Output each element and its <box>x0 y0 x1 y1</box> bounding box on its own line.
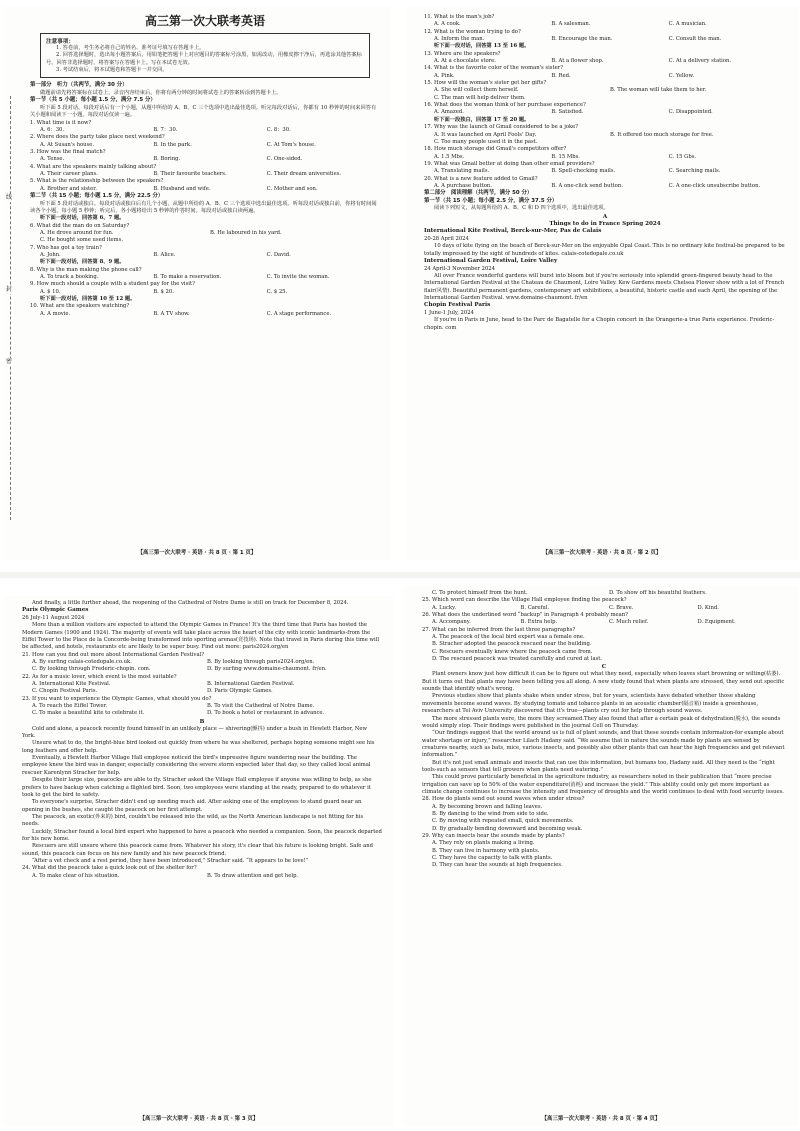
notice-header: 注意事项： <box>46 39 74 45</box>
exam-title: 高三第一次大联考英语 <box>144 14 265 28</box>
options <box>422 634 786 641</box>
option[interactable]: A. At a chocolate store. <box>434 58 496 65</box>
question <box>30 120 380 135</box>
question-stem: 11. What is the man's job? <box>424 14 495 20</box>
option[interactable]: A. At Susan's house. <box>40 141 94 148</box>
instructions: 听下面 5 段对话。每段对话后有一个小题，从题中所给的 A、B、C 三个选项中选出最佳选项。听完每段对话后，你都有 10 秒钟的时间来回答有关小题和阅读下一小题。每段对话仅读一遍。 <box>30 104 377 119</box>
event-title: Paris Olympic Games <box>22 607 89 614</box>
paragraph: “Our findings suggest that the world around us is full of plant sounds, and that these sounds contain information-for example about water shortage or injury,” researcher Lilach Hadany said. “We assume that in nature the sounds made by plants are sensed by creatures nearby, such as bats, mice, various insects, and possibly also other plants that can hear the high frequencies and get relevant information.” <box>422 730 785 759</box>
question <box>30 281 380 296</box>
question <box>22 652 382 674</box>
option[interactable]: C. Brave. <box>609 604 634 611</box>
option[interactable]: B. Careful. <box>520 604 550 611</box>
question <box>30 178 380 193</box>
options <box>422 641 786 648</box>
question <box>30 134 380 149</box>
option[interactable]: B. Spell-checking mails. <box>551 168 616 175</box>
option[interactable]: C. Chopin Festival Paris. <box>32 688 98 695</box>
options <box>30 230 380 237</box>
question-stem: 19. What was Gmail better at doing than other email providers? <box>424 160 595 167</box>
option[interactable]: B. The woman will take them to her. <box>610 87 707 94</box>
options <box>422 656 786 663</box>
question <box>30 303 380 318</box>
options <box>30 274 380 281</box>
option[interactable]: C. At a delivery station. <box>668 58 732 65</box>
option[interactable]: A. Amazed. <box>434 109 464 116</box>
options <box>422 855 786 862</box>
instructions: 阅读下列短文，从每题所给的 A、B、C 和 D 四个选项中，选出最佳选项。 <box>434 205 609 212</box>
option[interactable]: C. They have the capacity to talk with plants. <box>432 855 553 862</box>
options <box>22 659 382 666</box>
question-stem: 7. Who has got a toy train? <box>30 244 102 251</box>
option[interactable]: A. By surfing calais-cotedopale.co.uk. <box>32 659 132 665</box>
question <box>422 597 786 612</box>
question <box>30 267 380 282</box>
options <box>22 688 382 695</box>
options <box>424 109 786 116</box>
option[interactable]: B. Their favourite teachers. <box>153 171 227 177</box>
question-stem: 5. What is the relationship between the speakers? <box>30 178 164 185</box>
question <box>424 146 786 161</box>
page-footer: 【高三第一次大联考 · 英语 · 共 8 页 · 第 1 页】 <box>137 550 257 556</box>
option[interactable]: B. Boring. <box>153 156 181 163</box>
question <box>424 29 786 44</box>
question <box>424 124 786 146</box>
listening-note: 听下面一段对话，回答第 6、7 题。 <box>40 215 125 222</box>
question <box>422 833 786 870</box>
page-gap <box>0 572 800 578</box>
option[interactable]: C. At Tom's house. <box>266 141 316 148</box>
option[interactable]: B. Alice. <box>153 252 176 259</box>
option[interactable]: A. They rely on plants making a living. <box>432 840 535 847</box>
listening-note: 听下面一段对话，回答第 10 至 12 题。 <box>40 296 136 303</box>
page-3-body <box>22 600 382 880</box>
option[interactable]: B. 15 Mbs. <box>551 153 580 160</box>
option[interactable]: A. To track a booking. <box>40 274 99 281</box>
option[interactable]: C. One-sided. <box>266 156 303 163</box>
option[interactable]: A. A purchase button. <box>434 182 492 189</box>
option[interactable]: B. $ 20. <box>153 288 174 295</box>
options <box>22 873 382 880</box>
event-date: 1 June-1 July, 2024 <box>424 309 474 316</box>
question-stem: 2. Where does the party take place next weekend? <box>30 134 165 141</box>
part-title: 第一部分 听力（共两节，满分 30 分） <box>30 82 128 89</box>
option[interactable]: C. To make a beautiful kite to celebrate it. <box>32 710 145 717</box>
option[interactable]: C. $ 25. <box>266 288 288 295</box>
question <box>422 627 786 664</box>
option[interactable]: D. Kind. <box>697 604 719 611</box>
instructions: 听下面 5 段对话或独白。每段对话或独白后有几个小题，从题中所给的 A、B、C 三个选项中选出最佳选项。听每段对话或独白前，你将有时间阅读各个小题，每小题 5 秒钟；听完后，各小题将给出 5 秒钟的作答时间。每段对话或独白读两遍。 <box>30 200 377 214</box>
option[interactable]: C. Too many people used it in the past. <box>434 138 538 145</box>
paragraph: Luckily, Stracher found a local bird expert who happened to have a peacock who needed a companion. Soon, the peacock departed for his new home. <box>22 828 382 842</box>
option[interactable]: A. John. <box>40 252 61 259</box>
cut-mark: 封 <box>6 286 13 293</box>
option[interactable]: A. Translating mails. <box>434 168 490 175</box>
option[interactable]: C. A one-click unsubscribe button. <box>668 182 761 189</box>
option[interactable]: A. To make clear of his situation. <box>32 872 120 879</box>
question <box>22 674 382 696</box>
options <box>422 804 786 811</box>
question-stem: 1. What time is it now? <box>30 119 92 126</box>
page-footer: 【高三第一次大联考 · 英语 · 共 8 页 · 第 4 页】 <box>541 1116 661 1122</box>
question-stem: 21. How can you find out more about International Garden Festival? <box>22 651 205 658</box>
option[interactable]: A. The peacock of the local bird expert was a female one. <box>432 634 585 641</box>
paragraph: This could prove particularly beneficial in the agriculture industry, as researchers noted in their publication that “more precise irrigation can save up to 50% of the water expenditure(消耗) and increase the yield.” This ability could only get more important as climate change continues to increase the intensity and frequency of droughts and the world continues to deal with food security issues. <box>422 774 784 795</box>
paragraph: Previous studies show that plants shake when under stress, but for years, scientists have debated whether those shaking movements become sound waves. By studying tomato and tobacco plants in an acoustic chamber(隔音箱) inside a greenhouse, researchers at Tel Aviv University discovered that it's true—plants cry out for help through sound waves. <box>422 693 759 715</box>
page-footer: 【高三第一次大联考 · 英语 · 共 8 页 · 第 3 页】 <box>139 1116 259 1122</box>
question-stem: 26. What does the underlined word “backup” in Paragraph 4 probably mean? <box>422 612 628 619</box>
options <box>422 862 786 869</box>
option[interactable]: A. A movie. <box>40 310 71 317</box>
option[interactable]: A. 1.5 Mbs. <box>434 153 465 160</box>
option[interactable]: A. A cook. <box>434 21 461 28</box>
event-title: International Kite Festival, Berck-sur-Mer, Pas de Calais <box>424 228 602 235</box>
option[interactable]: A. Brother and sister. <box>40 185 97 192</box>
cut-mark: 密 <box>6 358 13 365</box>
event-title: International Garden Festival, Loire Valley <box>424 258 558 264</box>
section-title: 第一节（共 15 小题；每小题 2.5 分，满分 37.5 分） <box>424 197 558 204</box>
option[interactable]: B. To draw attention and get help. <box>207 872 299 879</box>
options <box>422 649 786 656</box>
question-stem: 17. Why was the launch of Gmail considered to be a joke? <box>424 124 579 131</box>
option[interactable]: A. International Kite Festival. <box>32 681 111 688</box>
option[interactable]: B. To make a reservation. <box>153 274 222 281</box>
options <box>424 132 786 139</box>
options <box>424 58 786 65</box>
option[interactable]: D. By surfing www.domaine-chaumont. fr/en. <box>207 666 327 673</box>
option[interactable]: A. $ 10. <box>40 288 61 295</box>
notice-item: 3. 考试结束后，将本试题卷和答题卡一并交回。 <box>56 67 168 74</box>
option[interactable]: C. The man will help deliver them. <box>434 94 526 101</box>
event-text: If you're in Paris in June, head to the Parc de Bagatelle for a Chopin concert in the Orangerie-a true Paris experience. Frederic-chopin. com <box>424 317 775 331</box>
question-stem: 9. How much should a couple with a student pay for the visit? <box>30 281 195 288</box>
option[interactable]: B. He laboured in his yard. <box>210 230 282 236</box>
event-date: 20-28 April 2024 <box>424 235 469 242</box>
question-stem: 4. What are the speakers mainly talking about? <box>30 163 157 170</box>
option[interactable]: B. 7：30. <box>153 126 178 133</box>
question <box>422 612 786 627</box>
page-2-body <box>424 14 786 332</box>
option[interactable]: C. Much relief. <box>609 619 649 626</box>
option[interactable]: D. To show off his beautiful feathers. <box>609 590 707 596</box>
options <box>30 127 380 134</box>
question-stem: 22. As for a music lover, which event is the most suitable? <box>22 673 177 680</box>
option[interactable]: A. It was launched on April Fools' Day. <box>434 131 537 138</box>
event-date: 26 July-11 August 2024 <box>22 614 85 621</box>
question <box>424 65 786 80</box>
passage-letter: A <box>602 213 608 220</box>
paragraph: Plant owners know just how difficult it can be to figure out what they need, especially when leaves start browning or wilting(枯萎). But it turns out that plants may have been telling you all along. A new study found that when plants are stressed, they send out specific sounds that identify what's wrong. <box>422 671 785 693</box>
question <box>424 176 786 191</box>
options <box>22 710 382 717</box>
passage-letter: C <box>601 664 607 671</box>
instructions: 做题前请先将答案标在试卷上，录音内容结束后，你将有两分钟的时间将试卷上的答案转涂到答题卡上。 <box>40 89 282 96</box>
option[interactable]: C. David. <box>266 252 291 259</box>
options <box>424 73 786 80</box>
page-footer: 【高三第一次大联考 · 英语 · 共 8 页 · 第 2 页】 <box>542 550 662 556</box>
paragraph: To everyone's surprise, Stracher didn't end up needing much aid. After asking one of the employees to stand guard near an opening in the bushes, she caught the peacock on her first attempt. <box>22 799 362 813</box>
option[interactable]: B. Husband and wife. <box>153 185 211 192</box>
paragraph: Despite their large size, peacocks are able to fly. Stracher asked the Village Hall employee if anyone was willing to help, as she prefers to have backup when catching a flighted bird. Soon, two employees were standing at the ready, prepared to do whatever it took to get the bird to safety. <box>22 777 372 798</box>
options <box>422 840 786 847</box>
question <box>22 865 382 880</box>
page-4 <box>404 586 798 1126</box>
question <box>30 149 380 164</box>
binding-cut-line <box>10 96 11 520</box>
option[interactable]: C. Rescuers eventually knew where the peacock came from. <box>432 648 593 655</box>
question-stem: 8. Why is the man making the phone call? <box>30 266 142 273</box>
option[interactable]: C. 8：30. <box>266 126 291 133</box>
options <box>424 139 786 146</box>
question <box>30 164 380 179</box>
options <box>22 681 382 688</box>
question-stem: 24. What did the peacock take a quick look out of the shelter for? <box>22 865 197 872</box>
option[interactable]: C. A musician. <box>668 21 707 28</box>
page-3 <box>4 596 394 1126</box>
question-stem: 10. What are the speakers watching? <box>30 303 130 310</box>
part-title: 第二部分 阅读理解（共两节，满分 50 分） <box>424 190 533 197</box>
question <box>424 102 786 117</box>
option[interactable]: B. A salesman. <box>551 21 591 28</box>
paragraph: Unsure what to do, the bright-blue bird looked out quickly from where he was sheltered, perhaps hoping someone might see his long feathers and offer help. <box>22 740 375 754</box>
option[interactable]: B. To visit the Cathedral of Notre Dame. <box>207 703 315 710</box>
question-stem: 16. What does the woman think of her purchase experience? <box>424 102 586 109</box>
option[interactable]: B. At a flower shop. <box>551 58 604 65</box>
option[interactable]: B. In the park. <box>153 141 192 148</box>
event-date: 24 April-3 November 2024 <box>424 265 495 272</box>
option[interactable]: C. A stage performance. <box>266 310 332 317</box>
option[interactable]: B. It offered too much storage for free. <box>610 131 714 138</box>
listening-note: 听下面一段对话，回答第 13 至 16 题。 <box>434 43 530 50</box>
event-title: Chopin Festival Paris <box>424 302 491 309</box>
option[interactable]: A. 6：30. <box>40 126 65 133</box>
options <box>424 87 786 94</box>
cut-mark: 线 <box>6 194 13 201</box>
options <box>30 142 380 149</box>
option[interactable]: C. 15 Gbs. <box>668 153 697 160</box>
page-2 <box>406 6 798 560</box>
option[interactable]: C. Yellow. <box>668 72 694 79</box>
option[interactable]: D. The rescued peacock was treated carefully and cured at last. <box>432 656 603 663</box>
question-stem: 20. What is a new feature added to Gmail? <box>424 175 538 182</box>
page-1-body <box>30 6 380 318</box>
paragraph: Rescuers are still unsure where this peacock came from. Whatever his story, it's clear that his future is looking bright. Safe and sound, this peacock can focus on his new family and his new peacock friend. <box>22 843 373 857</box>
notice-item: 1. 答卷前，考生务必将自己的姓名、准考证号填写在答题卡上。 <box>56 45 205 51</box>
options <box>22 703 382 710</box>
options <box>30 156 380 163</box>
option[interactable]: C. Their dream universities. <box>266 171 342 177</box>
event-text: More than a million visitors are expected to attend the Olympic Games in France! It's the third time that Paris has hosted the Modern Games (1900 and 1924). The majority of events will take place across the heart of the city with iconic landmarks-from the Eiffel Tower to the Place de la Concorde-being transformed into sporting arenas(竞技场). Note that travel in Paris during this time will be affected, and hotels, restaurants etc are likely to be super busy. Find out more: paris2024.org/en <box>22 622 380 651</box>
section-title: 第二节（共 15 小题；每小题 1.5 分，满分 22.5 分） <box>30 193 164 200</box>
options <box>30 171 380 178</box>
option[interactable]: D. Equipment. <box>697 619 736 626</box>
notice-item: 2. 回答选择题时，选出每小题答案后，用铅笔把答题卡上对应题目的答案标号涂黑，如需改动，用橡皮擦干净后，再选涂其他答案标号。回答非选择题时，将答案写在答题卡上。写在本试卷无效。 <box>46 52 362 66</box>
option[interactable]: B. Satisfied. <box>551 109 584 116</box>
question-stem: 12. What is the woman trying to do? <box>424 28 521 35</box>
options <box>424 21 786 28</box>
option[interactable]: B. International Garden Festival. <box>207 681 295 688</box>
option[interactable]: D. To book a hotel or restaurant in advance. <box>207 710 325 717</box>
question <box>424 80 786 102</box>
option[interactable]: C. By moving with repeated small, quick movements. <box>432 818 574 825</box>
options <box>30 311 380 318</box>
options <box>422 605 786 612</box>
option[interactable]: B. Red. <box>551 72 571 79</box>
question <box>424 14 786 29</box>
option[interactable]: B. They can live in harmony with plants. <box>432 847 540 854</box>
options <box>30 237 380 244</box>
question <box>30 245 380 260</box>
paragraph: Eventually, a Hewlett Harbor Village Hall employee noticed the bird's impressive figure wandering near the building. The employee knew the bird was in danger, especially considering the severe storm expected later that day, so they called local animal rescuer Karenlynn Stracher for help. <box>22 755 371 776</box>
question-stem: 13. Where are the speakers? <box>424 50 501 57</box>
question-stem: 18. How much storage did Gmail's competitors offer? <box>424 146 567 153</box>
question <box>30 223 380 245</box>
option[interactable]: B. By looking through paris2024.org/en. <box>207 659 315 665</box>
passage-letter: B <box>199 718 205 725</box>
option[interactable]: C. Disappointed. <box>668 109 713 116</box>
question-stem: 27. What can be inferred from the last three paragraphs? <box>422 626 576 633</box>
option[interactable]: A. Their career plans. <box>40 171 98 177</box>
event-text: 10 days of kite flying on the beach of Berck-sur-Mer on the enjoyable Opal Coast. This is no ordinary kite festival-be prepared to be totally impressed by the sight of hundreds of kites. calais-cotedopale.co.uk <box>424 243 785 257</box>
option[interactable]: A. Lucky. <box>432 604 457 611</box>
question <box>422 796 786 833</box>
option[interactable]: B. Extra help. <box>520 619 558 626</box>
option[interactable]: D. Paris Olympic Games. <box>207 688 273 695</box>
option[interactable]: A. Tense. <box>40 156 65 163</box>
question <box>22 696 382 718</box>
question-stem: 23. If you want to experience the Olympic Games, what should you do? <box>22 695 212 702</box>
options <box>422 848 786 855</box>
options <box>422 818 786 825</box>
options <box>422 826 786 833</box>
option[interactable]: A. She will collect them herself. <box>434 87 519 94</box>
option[interactable]: A. By becoming brown and falling leaves. <box>432 803 543 810</box>
options <box>422 811 786 818</box>
paragraph: The peacock, an exotic(外来的) bird, couldn't be released into the wild, as the North American landscape is not fitting for his needs. <box>22 813 364 828</box>
question-stem: 6. What did the man do on Saturday? <box>30 222 130 229</box>
option[interactable]: B. By dancing to the wind from side to side. <box>432 810 549 817</box>
question-stem: 3. How was the final match? <box>30 148 106 155</box>
question-stem: 15. How will the woman's sister get her gifts? <box>424 80 547 87</box>
option[interactable]: C. To invite the woman. <box>266 274 330 281</box>
options <box>22 666 382 673</box>
options <box>424 154 786 161</box>
option[interactable]: C. Consult the man. <box>668 36 722 43</box>
paragraph: The more stressed plants were, the more they screamed.They also found that after a certain peak of dehydration(脱水), the sounds would simply stop. Their findings were published in the journal Cell on Thursday. <box>422 715 781 729</box>
question-stem: 28. How do plants send out sound waves when under stress? <box>422 796 585 803</box>
option[interactable]: A. Inform the man. <box>434 36 485 43</box>
question <box>424 51 786 66</box>
option[interactable]: C. Mother and son. <box>266 185 318 192</box>
option[interactable]: C. Searching mails. <box>668 168 721 175</box>
option[interactable]: A. Accompany. <box>432 619 471 626</box>
question-stem: 25. Which word can describe the Village Hall employee finding the peacock? <box>422 597 627 604</box>
page-4-body <box>422 590 786 870</box>
option[interactable]: A. He drove around for fun. <box>40 230 114 236</box>
section-title: 第一节（共 5 小题；每小题 1.5 分，满分 7.5 分） <box>30 97 156 104</box>
options <box>422 590 786 597</box>
option[interactable]: C. He bought some used items. <box>40 237 124 244</box>
option[interactable]: B. Encourage the man. <box>551 36 613 43</box>
options <box>422 619 786 626</box>
question <box>424 161 786 176</box>
passage-title: Things to do in France Spring 2024 <box>549 220 661 227</box>
notice-box <box>40 33 370 78</box>
option[interactable]: D. By gradually bending downward and becoming weak. <box>432 825 583 832</box>
option[interactable]: B. A one-click send button. <box>551 182 623 189</box>
option[interactable]: D. They can hear the sounds at high frequencies. <box>432 862 563 869</box>
option[interactable]: B. Stracher adopted the peacock rescued near the building. <box>432 641 592 648</box>
page-1 <box>4 6 390 560</box>
paragraph: But it's not just small animals and insects that can use this information, but humans too, Hadany said. All they need is the “right tools-such as sensors that tell growers when plants need watering.” <box>422 759 775 773</box>
paragraph: “After a vet check and a rest period, they have been introduced,” Stracher said. “It appears to be love!” <box>32 857 309 864</box>
listening-note: 听下面一段对话，回答第 8、9 题。 <box>40 259 125 266</box>
options <box>30 186 380 193</box>
question-stem: 29. Why can insects hear the sounds made by plants? <box>422 833 565 839</box>
paragraph: And finally, a little further ahead, the reopening of the Cathedral of Notre Dame is still on track for December 8, 2024. <box>32 600 349 606</box>
paragraph: Cold and alone, a peacock recently found himself in an unlikely place — shivering(颤抖) under a bush in Hewlett Harbor, New York. <box>22 725 367 740</box>
question-stem: 14. What is the favorite color of the woman's sister? <box>424 65 564 72</box>
options <box>30 289 380 296</box>
options <box>424 95 786 102</box>
event-text: All over France wonderful gardens will burst into bloom but if you're seriously into splendid green-fingered beauty head to the International Garden Festival at the Chateau de Chaumont, Loire Valley. Kew Gardens meets Chelsea Flower show with a lot of French flair(风情). Beautiful permanent gardens, contemporary art exhibitions, a beautiful, historic castle and each April, the opening of the International Garden Festival. www.domaine-chaumont. fr/en <box>424 272 785 301</box>
option[interactable]: C. To protect himself from the hunt. <box>432 590 528 596</box>
option[interactable]: B. A TV show. <box>153 310 190 317</box>
option[interactable]: C. By looking through Frederic-chopin. com. <box>32 666 151 673</box>
options <box>424 168 786 175</box>
listening-note: 听下面一段独白，回答第 17 至 20 题。 <box>434 116 530 123</box>
option[interactable]: A. Pink. <box>434 72 455 79</box>
option[interactable]: A. To reach the Eiffel Tower. <box>32 703 108 710</box>
